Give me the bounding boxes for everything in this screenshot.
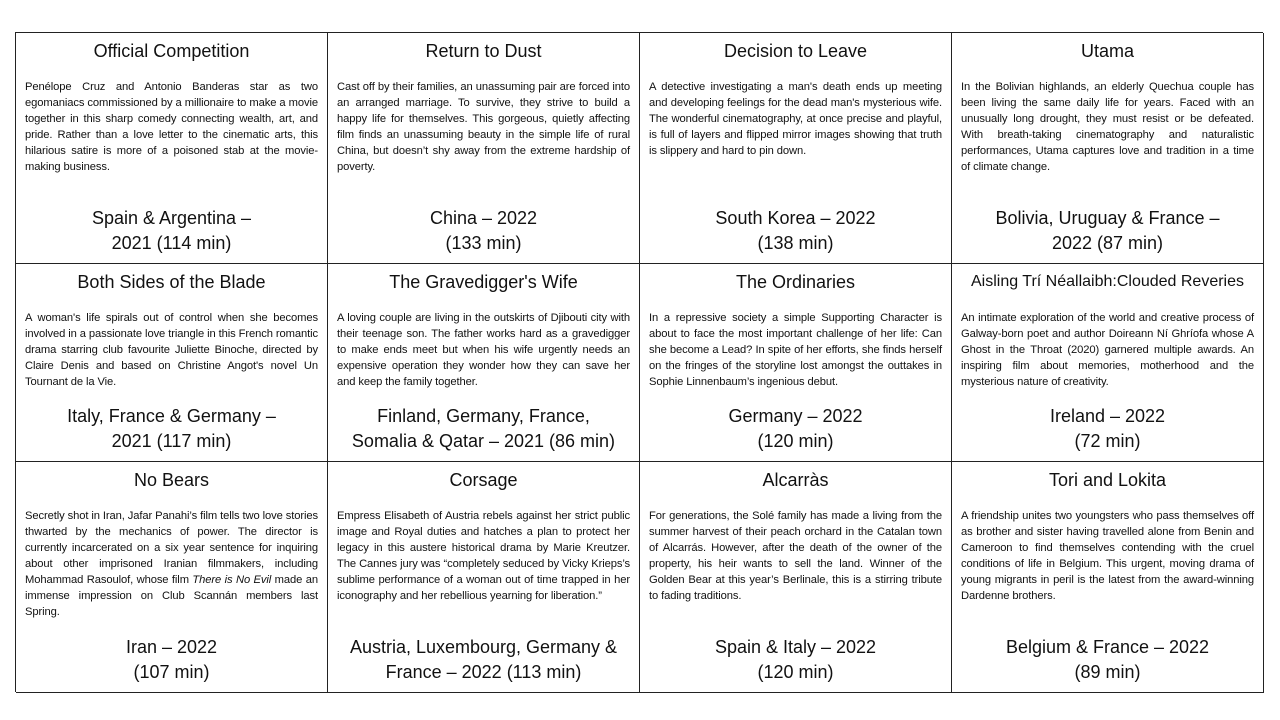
film-title: Both Sides of the Blade [77,272,266,292]
film-country-year [952,635,1263,685]
film-description: A friendship unites two youngsters who pass themselves off as brother and sister having travelled alone from Benin and Cameroon to find themselves contending with the cruel conditions of life in Belgium. This urgent, moving drama of young migrants in peril is the latest from the award-winning Dardenne brothers. [961,510,1254,602]
film-description: Empress Elisabeth of Austria rebels against her strict public image and Royal duties and hatches a plan to protect her legacy in this austere historical drama by Marie Kreutzer. The Cannes jury was “completely seduced by Vicky Krieps’s sublime performance of a woman out of time trapped in her iconography and her rebellious yearning for liberation.” [337,510,630,602]
film-title: Decision to Leave [723,41,868,61]
film-meta-line: 2021 (117 min) [111,431,232,451]
film-meta-line: Spain & Italy – 2022 [714,637,877,657]
film-country-year [640,404,951,454]
film-meta-line: China – 2022 [429,208,538,228]
film-title: No Bears [133,470,210,490]
film-meta-line: Bolivia, Uruguay & France – [995,208,1220,228]
film-title: The Gravedigger's Wife [389,272,578,292]
film-meta-line: South Korea – 2022 [715,208,876,228]
film-country-year [952,404,1263,454]
film-meta-line: Iran – 2022 [125,637,218,657]
film-cell [640,33,952,264]
film-meta-line: Belgium & France – 2022 [1005,637,1210,657]
film-cell [328,462,640,693]
film-meta-line: (133 min) [445,233,522,253]
film-title: Corsage [449,470,518,490]
film-description-text: made an immense impression on Club Scannán members last Spring. [25,574,318,618]
film-country-year [16,404,327,454]
film-meta-line: France – 2022 (113 min) [385,662,582,682]
film-meta-line: (72 min) [1074,431,1141,451]
film-cell [952,264,1264,462]
film-meta-line: Italy, France & Germany – [67,406,276,426]
film-cell [952,33,1264,264]
film-cell [16,33,328,264]
film-description [25,508,318,620]
film-cell [16,462,328,693]
film-description: An intimate exploration of the world and creative process of Galway-born poet and author Doireann Ní Ghríofa whose A Ghost in the Throat (2020) garnered multiple awards. An inspiring film about memories, motherhood and the mysterious nature of creativity. [961,312,1254,388]
film-schedule-table [15,32,1263,692]
film-description: A woman's life spirals out of control when she becomes involved in a passionate love triangle in this French romantic drama starring club favourite Juliette Binoche, directed by Claire Denis and based on Christine Angot's novel Un Tournant de la Vie. [25,312,318,388]
film-description: A detective investigating a man's death ends up meeting and developing feelings for the dead man's mysterious wife. The wonderful cinematography, at once precise and playful, is full of layers and flipped mirror images showing that truth is slippery and hard to pin down. [649,81,942,157]
film-meta-line: (120 min) [757,431,834,451]
film-meta-line: (89 min) [1074,662,1141,682]
film-country-year [328,206,639,256]
film-meta-line: 2022 (87 min) [1051,233,1164,253]
film-country-year [640,635,951,685]
film-title: Utama [1080,41,1134,61]
film-country-year [16,206,327,256]
film-title: Alcarràs [762,470,829,490]
film-cell [952,462,1264,693]
film-title: Return to Dust [425,41,542,61]
film-country-year [328,635,639,685]
film-description: Cast off by their families, an unassuming pair are forced into an arranged marriage. To survive, they strive to build a happy life for themselves. This gorgeous, quietly affecting film finds an unassuming beauty in the simple life of rural China, but doesn’t shy away from the extreme hardship of poverty. [337,81,630,173]
film-meta-line: Somalia & Qatar – 2021 (86 min) [351,431,616,451]
film-meta-line: 2021 (114 min) [111,233,232,253]
film-meta-line: (138 min) [757,233,834,253]
film-country-year [16,635,327,685]
film-country-year [328,404,639,454]
film-meta-line: (107 min) [133,662,210,682]
film-title: Tori and Lokita [1048,470,1167,490]
film-description-text: Secretly shot in Iran, Jafar Panahi’s film tells two love stories thwarted by the mechanics of power. The director is currently incarcerated on a six year sentence for inquiring about other imprisoned Iranian filmmakers, including Mohammad Rasoulof, whose film [25,510,318,586]
film-description: Penélope Cruz and Antonio Banderas star as two egomaniacs commissioned by a millionaire to make a movie together in this sharp comedy connecting wealth, art, and pride. Rather than a love letter to the cinematic arts, this hilarious satire is more of a poisoned stab at the movie-making business. [25,81,318,173]
film-cell [640,264,952,462]
film-title: The Ordinaries [735,272,856,292]
film-cell [328,264,640,462]
film-description-italic-title: There is No Evil [192,574,272,586]
film-cell [16,264,328,462]
film-cell [328,33,640,264]
film-cell [640,462,952,693]
film-description: For generations, the Solé family has made a living from the summer harvest of their peach orchard in the Catalan town of Alcarrás. However, after the death of the owner of the property, his heir wants to sell the land. Winner of the Golden Bear at this year’s Berlinale, this is a stirring tribute to fading traditions. [649,510,942,602]
film-meta-line: Spain & Argentina – [91,208,252,228]
film-description: A loving couple are living in the outskirts of Djibouti city with their teenage son. The father works hard as a gravedigger to make ends meet but when his wife urgently needs an expensive operation they wonder how they can save her and keep the family together. [337,312,630,388]
film-meta-line: Austria, Luxembourg, Germany & [349,637,618,657]
film-country-year [640,206,951,256]
film-description: In the Bolivian highlands, an elderly Quechua couple has been living the same daily life for years. Faced with an unusually long drought, they must resist or be defeated. With breath-taking cinematography and naturalistic performances, Utama captures love and tradition in a time of climate change. [961,81,1254,173]
film-meta-line: (120 min) [757,662,834,682]
film-title: Official Competition [93,41,250,61]
film-meta-line: Finland, Germany, France, [377,406,590,426]
film-meta-line: Germany – 2022 [728,406,863,426]
film-title: Aisling Trí Néallaibh:Clouded Reveries [970,273,1245,290]
film-country-year [952,206,1263,256]
film-description: In a repressive society a simple Supporting Character is about to face the most important challenge of her life: Can she become a Lead? In spite of her efforts, she finds herself on the fringes of the storyline lost amongst the outtakes in Sophie Linnenbaum’s ingenious debut. [649,312,942,388]
film-meta-line: Ireland – 2022 [1049,406,1166,426]
